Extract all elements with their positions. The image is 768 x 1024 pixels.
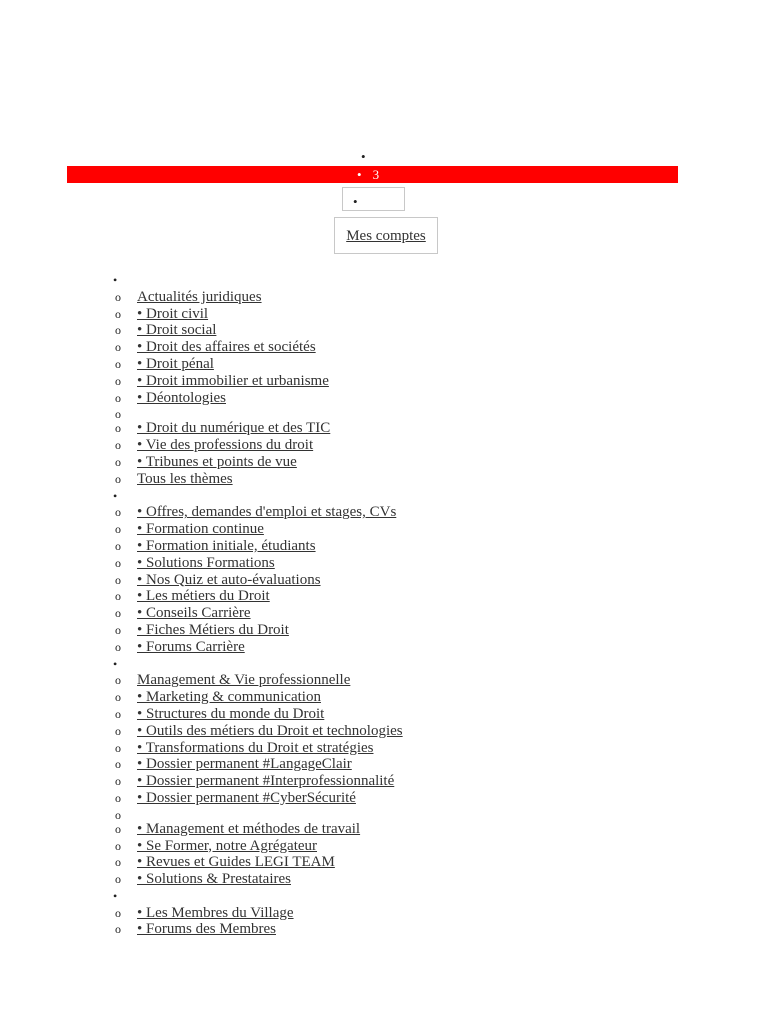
menu-item bbox=[113, 356, 673, 373]
menu-link[interactable]: • Conseils Carrière bbox=[137, 605, 251, 622]
menu-item bbox=[113, 723, 673, 740]
menu-item bbox=[113, 322, 673, 339]
menu-link[interactable]: • Fiches Métiers du Droit bbox=[137, 621, 289, 638]
menu-item bbox=[113, 588, 673, 605]
menu-link[interactable]: • Tribunes et points de vue bbox=[137, 453, 297, 470]
notification-count[interactable]: 3 bbox=[372, 167, 380, 182]
menu-link[interactable]: • Dossier permanent #Interprofessionnalité bbox=[137, 773, 395, 790]
menu-item bbox=[113, 306, 673, 323]
circle-bullet: o bbox=[115, 373, 121, 388]
menu-link[interactable]: • Dossier permanent #CyberSécurité bbox=[137, 789, 356, 806]
menu-link[interactable]: Actualités juridiques bbox=[137, 288, 262, 305]
circle-bullet: o bbox=[115, 289, 121, 304]
menu-section-bullet bbox=[113, 488, 673, 505]
menu-section-bullet bbox=[113, 656, 673, 673]
circle-bullet: o bbox=[115, 673, 121, 688]
menu-link[interactable]: • Marketing & communication bbox=[137, 689, 321, 706]
menu-item bbox=[113, 555, 673, 572]
menu-link[interactable]: • Solutions Formations bbox=[137, 554, 275, 571]
circle-bullet: o bbox=[115, 390, 121, 405]
menu-blank-item bbox=[113, 807, 673, 821]
circle-bullet: o bbox=[115, 323, 121, 338]
menu-item bbox=[113, 706, 673, 723]
menu-item bbox=[113, 605, 673, 622]
menu-blank-item bbox=[113, 406, 673, 420]
circle-bullet: o bbox=[115, 838, 121, 853]
notification-count-item[interactable] bbox=[357, 166, 379, 183]
disc-bullet: • bbox=[113, 488, 118, 503]
menu-item bbox=[113, 572, 673, 589]
menu-item bbox=[113, 854, 673, 871]
menu-link[interactable]: • Formation initiale, étudiants bbox=[137, 537, 316, 554]
menu-link[interactable]: • Droit immobilier et urbanisme bbox=[137, 372, 329, 389]
menu-item bbox=[113, 437, 673, 454]
menu-link[interactable]: • Vie des professions du droit bbox=[137, 437, 314, 454]
circle-bullet: o bbox=[115, 438, 121, 453]
menu-link[interactable]: • Droit civil bbox=[137, 305, 209, 322]
menu-link[interactable]: • Transformations du Droit et stratégies bbox=[137, 739, 374, 756]
menu-item bbox=[113, 838, 673, 855]
menu-item bbox=[113, 639, 673, 656]
circle-bullet: o bbox=[115, 407, 121, 422]
accounts-box bbox=[334, 217, 438, 254]
circle-bullet: o bbox=[115, 538, 121, 553]
menu-item bbox=[113, 373, 673, 390]
menu-item bbox=[113, 672, 673, 689]
top-red-bar bbox=[67, 166, 678, 183]
circle-bullet: o bbox=[115, 740, 121, 755]
menu-link[interactable]: • Droit du numérique et des TIC bbox=[137, 420, 331, 437]
menu-section-bullet bbox=[113, 888, 673, 905]
menu-link[interactable]: • Management et méthodes de travail bbox=[137, 820, 361, 837]
menu-link[interactable]: • Forums des Membres bbox=[137, 921, 276, 938]
circle-bullet: o bbox=[115, 690, 121, 705]
menu-link[interactable]: • Forums Carrière bbox=[137, 638, 245, 655]
menu-link[interactable]: • Les métiers du Droit bbox=[137, 588, 270, 605]
menu-item bbox=[113, 521, 673, 538]
menu-item bbox=[113, 538, 673, 555]
menu-link[interactable]: • Droit social bbox=[137, 322, 217, 339]
menu-item bbox=[113, 790, 673, 807]
circle-bullet: o bbox=[115, 454, 121, 469]
menu-link[interactable]: • Revues et Guides LEGI TEAM bbox=[137, 854, 335, 871]
menu-item bbox=[113, 622, 673, 639]
menu-item bbox=[113, 689, 673, 706]
menu-item bbox=[113, 420, 673, 437]
menu-link[interactable]: • Droit pénal bbox=[137, 355, 214, 372]
circle-bullet: o bbox=[115, 589, 121, 604]
menu-section-bullet bbox=[113, 272, 673, 289]
menu-item bbox=[113, 821, 673, 838]
circle-bullet: o bbox=[115, 572, 121, 587]
disc-bullet: • bbox=[113, 273, 118, 287]
menu-link[interactable]: • Dossier permanent #LangageClair bbox=[137, 756, 352, 773]
red-bar-bullet: • bbox=[357, 167, 362, 182]
circle-bullet: o bbox=[115, 855, 121, 870]
circle-bullet: o bbox=[115, 872, 121, 887]
menu-item bbox=[113, 773, 673, 790]
circle-bullet: o bbox=[115, 421, 121, 436]
accounts-link[interactable]: Mes comptes bbox=[346, 228, 426, 244]
menu-link[interactable]: • Solutions & Prestataires bbox=[137, 871, 291, 888]
circle-bullet: o bbox=[115, 774, 121, 789]
circle-bullet: o bbox=[115, 306, 121, 321]
circle-bullet: o bbox=[115, 356, 121, 371]
circle-bullet: o bbox=[115, 555, 121, 570]
menu-item bbox=[113, 756, 673, 773]
circle-bullet: o bbox=[115, 905, 121, 920]
menu-item bbox=[113, 289, 673, 306]
circle-bullet: o bbox=[115, 606, 121, 621]
menu-item bbox=[113, 390, 673, 407]
circle-bullet: o bbox=[115, 922, 121, 937]
circle-bullet: o bbox=[115, 522, 121, 537]
menu-link[interactable]: • Déontologies bbox=[137, 389, 226, 406]
circle-bullet: o bbox=[115, 821, 121, 836]
circle-bullet: o bbox=[115, 340, 121, 355]
circle-bullet: o bbox=[115, 622, 121, 637]
circle-bullet: o bbox=[115, 757, 121, 772]
menu-link[interactable]: • Droit des affaires et sociétés bbox=[137, 339, 316, 356]
menu-link[interactable]: • Les Membres du Village bbox=[137, 904, 294, 921]
menu-link[interactable]: • Structures du monde du Droit bbox=[137, 705, 325, 722]
top-nav-bullet: • bbox=[361, 149, 366, 164]
menu-link[interactable]: • Nos Quiz et auto-évaluations bbox=[137, 571, 321, 588]
menu-item bbox=[113, 504, 673, 521]
circle-bullet: o bbox=[115, 807, 121, 822]
menu-link[interactable]: • Outils des métiers du Droit et technologies bbox=[137, 722, 403, 739]
menu-link[interactable]: • Offres, demandes d'emploi et stages, CVs bbox=[137, 504, 397, 521]
main-menu bbox=[113, 272, 673, 938]
menu-item bbox=[113, 740, 673, 757]
disc-bullet: • bbox=[113, 656, 118, 671]
menu-item bbox=[113, 871, 673, 888]
circle-bullet: o bbox=[115, 505, 121, 520]
circle-bullet: o bbox=[115, 723, 121, 738]
menu-link[interactable]: Tous les thèmes bbox=[137, 470, 233, 487]
small-box-bullet: • bbox=[353, 194, 358, 209]
disc-bullet: • bbox=[113, 888, 118, 903]
menu-link[interactable]: • Formation continue bbox=[137, 521, 264, 538]
menu-item bbox=[113, 454, 673, 471]
menu-item bbox=[113, 905, 673, 922]
circle-bullet: o bbox=[115, 790, 121, 805]
menu-item bbox=[113, 921, 673, 938]
small-nav-box[interactable] bbox=[342, 187, 405, 211]
menu-link[interactable]: Management & Vie professionnelle bbox=[137, 672, 351, 689]
menu-item bbox=[113, 471, 673, 488]
circle-bullet: o bbox=[115, 706, 121, 721]
menu-item bbox=[113, 339, 673, 356]
circle-bullet: o bbox=[115, 471, 121, 486]
menu-link[interactable]: • Se Former, notre Agrégateur bbox=[137, 837, 318, 854]
circle-bullet: o bbox=[115, 639, 121, 654]
